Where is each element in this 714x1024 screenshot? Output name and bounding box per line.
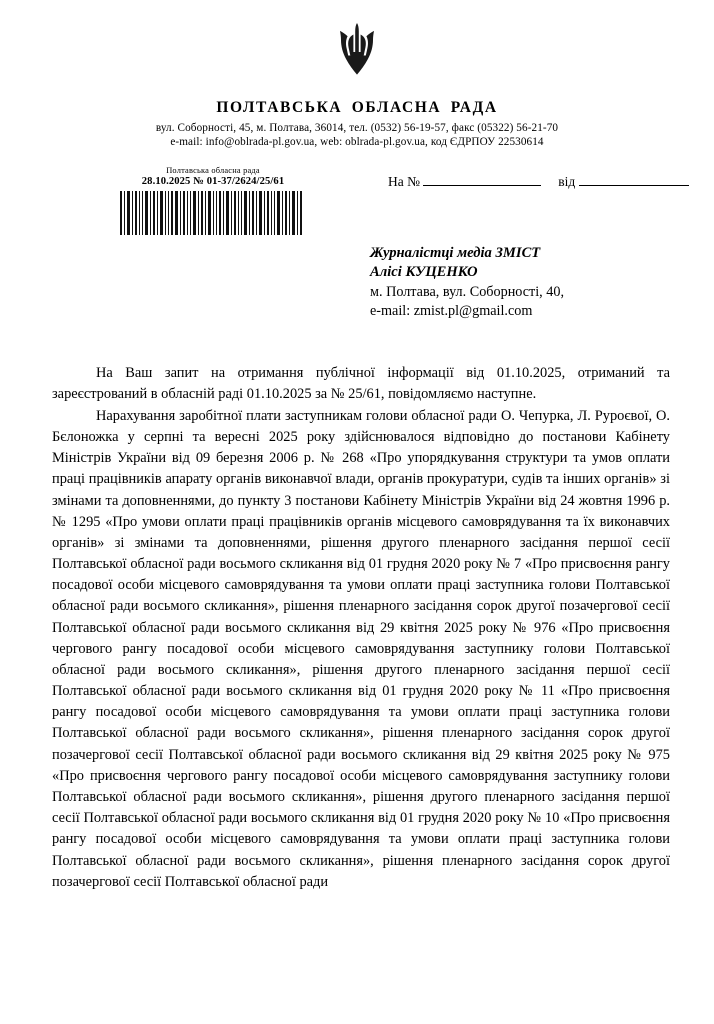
body-paragraph-1: На Ваш запит на отримання публічної інформації від 01.10.2025, отриманий та зареєстрований в обласній раді 01.10.2025 за № 25/61, повідомляємо наступне. xyxy=(52,364,670,402)
reference-row xyxy=(0,166,714,238)
stamp-registration-number: 28.10.2025 № 01-37/2624/25/61 xyxy=(141,176,285,188)
organization-contacts: e-mail: info@oblrada-pl.gov.ua, web: oblrada-pl.gov.ua, код ЄДРПОУ 22530614 xyxy=(170,136,544,148)
reply-date-field[interactable] xyxy=(579,174,689,186)
stamp-caption: Полтавська обласна рада xyxy=(166,166,260,175)
organization-address: вул. Соборності, 45, м. Полтава, 36014, тел. (0532) 56-19-57, факс (05322) 56-21-70 xyxy=(155,122,559,134)
reply-number-field[interactable] xyxy=(423,174,541,186)
reply-number-label: На № xyxy=(388,174,420,189)
barcode-image xyxy=(118,191,304,235)
body-paragraph-2: Нарахування заробітної плати заступникам голови обласної ради О. Чепурка, Л. Руроєвої, О. Бєлоножка у серпні та вересні 2025 року здійснювалося відповідно до постанови Кабінету Міністрів України від 09 березня 2006 р. № 268 «Про упорядкування структури та умов оплати праці працівників апарату органів виконавчої влади, органів прокуратури, судів та інших органів» зі змінами та доповненнями, до пункту 3 постанови Кабінету Міністрів України від 24 жовтня 1996 р. № 1295 «Про умови оплати праці працівників органів місцевого самоврядування та їх виконавчих органів» зі змінами та доповненнями, рішення другого пленарного засідання першої сесії Полтавської обласної ради восьмого скликання від 01 грудня 2020 року № 7 «Про присвоєння рангу посадової особи місцевого самоврядування та умови оплати праці заступника голови Полтавської обласної ради восьмого скликання», рішення пленарного засідання сорок другої позачергової сесії Полтавської обласної ради восьмого скликання від 29 квітня 2025 року № 976 «Про присвоєння чергового рангу посадової особи місцевого самоврядування заступнику голови Полтавської обласної ради восьмого скликання», рішення другого пленарного засідання першої сесії Полтавської обласної ради восьмого скликання від 01 грудня 2020 року № 11 «Про присвоєння рангу посадової особи місцевого самоврядування та умови оплати праці заступника голови Полтавської обласної ради восьмого скликання», рішення пленарного засідання сорок другої позачергової сесії Полтавської обласної ради восьмого скликання від 29 квітня 2025 року № 975 «Про присвоєння чергового рангу посадової особи місцевого самоврядування заступнику голови Полтавської обласної ради восьмого скликання», рішення другого пленарного засідання першої сесії Полтавської обласної ради восьмого скликання від 01 грудня 2020 року № 10 «Про присвоєння рангу посадової особи місцевого самоврядування та умови оплати праці заступника голови Полтавської обласної ради восьмого скликання», рішення пленарного засідання сорок другої позачергової сесії Полтавської обласної ради xyxy=(52,407,670,890)
emblem-container xyxy=(0,0,714,85)
ukraine-trident-coat-of-arms-icon xyxy=(335,22,379,80)
addressee-line-4: e-mail: zmist.pl@gmail.com xyxy=(370,302,533,319)
registration-stamp xyxy=(118,166,308,235)
addressee-line-2: Алісі КУЦЕНКО xyxy=(370,264,478,281)
letter-body xyxy=(0,363,714,893)
organization-name: ПОЛТАВСЬКА ОБЛАСНА РАДА xyxy=(216,99,498,116)
addressee-block xyxy=(370,244,690,321)
letterhead xyxy=(0,99,714,148)
reply-date-label: від xyxy=(558,174,576,189)
reply-reference-fields xyxy=(388,174,689,190)
addressee-line-3: м. Полтава, вул. Соборності, 40, xyxy=(370,283,565,300)
addressee-line-1: Журналістці медіа ЗМІСТ xyxy=(370,245,541,261)
